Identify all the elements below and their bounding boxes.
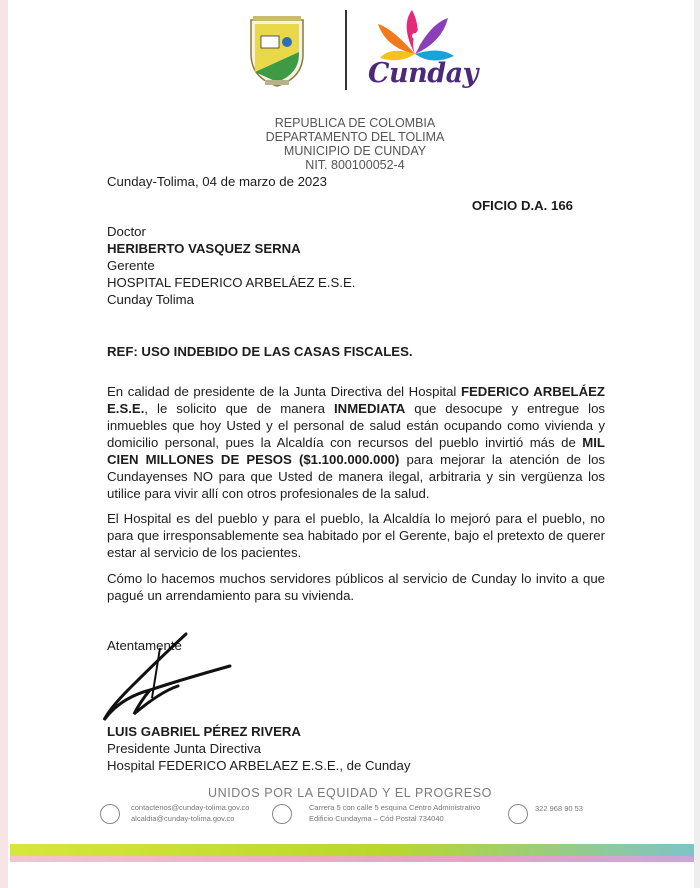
header-separator	[345, 10, 347, 90]
recipient-city: Cunday Tolima	[107, 292, 194, 307]
footer-motto: UNIDOS POR LA EQUIDAD Y EL PROGRESO	[207, 786, 493, 800]
header-line-municipality: MUNICIPIO DE CUNDAY	[283, 144, 427, 158]
signer-role: Presidente Junta Directiva	[107, 741, 261, 756]
signer-name: LUIS GABRIEL PÉREZ RIVERA	[107, 724, 301, 739]
cunday-flower-logo-icon	[360, 6, 478, 104]
footer-phone: 322 968 90 53	[535, 804, 583, 813]
recipient-org: HOSPITAL FEDERICO ARBELÁEZ E.S.E.	[107, 275, 356, 290]
footer-email-1[interactable]: contactenos@cunday-tolima.gov.co	[131, 803, 250, 812]
footer-email-2[interactable]: alcaldia@cunday-tolima.gov.co	[131, 814, 235, 823]
header-line-country: REPUBLICA DE COLOMBIA	[274, 116, 436, 130]
footer-address-2: Edificio Cundayma – Cód Postal 734040	[309, 814, 444, 823]
email-icon	[100, 804, 120, 824]
paragraph-3: Cómo lo hacemos muchos servidores públicos al servicio de Cunday lo invito a que pagué un arrendamiento para su vivienda.	[107, 571, 605, 603]
paragraph-1: En calidad de presidente de la Junta Directiva del Hospital FEDERICO ARBELÁEZ E.S.E., le solicito que de manera INMEDIATA que desocupe y entregue los inmuebles que hoy Usted y el personal de salud están ocupando como vivienda y domicilio personal, pues la Alcaldía con recursos del pueblo invirtió más de MIL CIEN MILLONES DE PESOS ($1.100.000.000) para mejorar la atención de los Cundayenses NO para que Usted de manera ilegal, arbitraria y sin vergüenza los utilice para vivir allí con otros profesionales de la salud.	[107, 384, 606, 501]
header-line-department: DEPARTAMENTO DEL TOLIMA	[265, 130, 445, 144]
coat-of-arms-icon	[247, 14, 307, 88]
reference-line: REF: USO INDEBIDO DE LAS CASAS FISCALES.	[107, 344, 413, 359]
recipient-role: Gerente	[107, 258, 155, 273]
footer-bar-green	[10, 844, 694, 856]
paragraph-2: El Hospital es del pueblo y para el pueblo, la Alcaldía lo mejoró para el pueblo, no para que irresponsablemente sea habitado por el Gerente, bajo el pretexto de querer estar al servicio de los pacientes.	[107, 511, 605, 560]
signer-org: Hospital FEDERICO ARBELAEZ E.S.E., de Cunday	[107, 758, 411, 773]
recipient-name: HERIBERTO VASQUEZ SERNA	[107, 241, 301, 256]
header-line-nit: NIT. 800100052-4	[305, 158, 405, 172]
recipient-title: Doctor	[107, 224, 146, 239]
closing-line: Atentamente	[107, 638, 182, 653]
oficio-number: OFICIO D.A. 166	[471, 198, 573, 213]
footer-address-1: Carrera 5 con calle 5 esquina Centro Administrativo	[309, 803, 481, 812]
phone-icon	[508, 804, 528, 824]
location-icon	[272, 804, 292, 824]
handwritten-signature-icon	[90, 628, 240, 728]
date-line: Cunday-Tolima, 04 de marzo de 2023	[107, 174, 327, 189]
left-edge-strip	[0, 0, 8, 888]
footer-bar-pink	[10, 856, 694, 862]
right-edge-strip	[694, 0, 700, 888]
brand-wordmark: Cunday	[368, 58, 478, 89]
